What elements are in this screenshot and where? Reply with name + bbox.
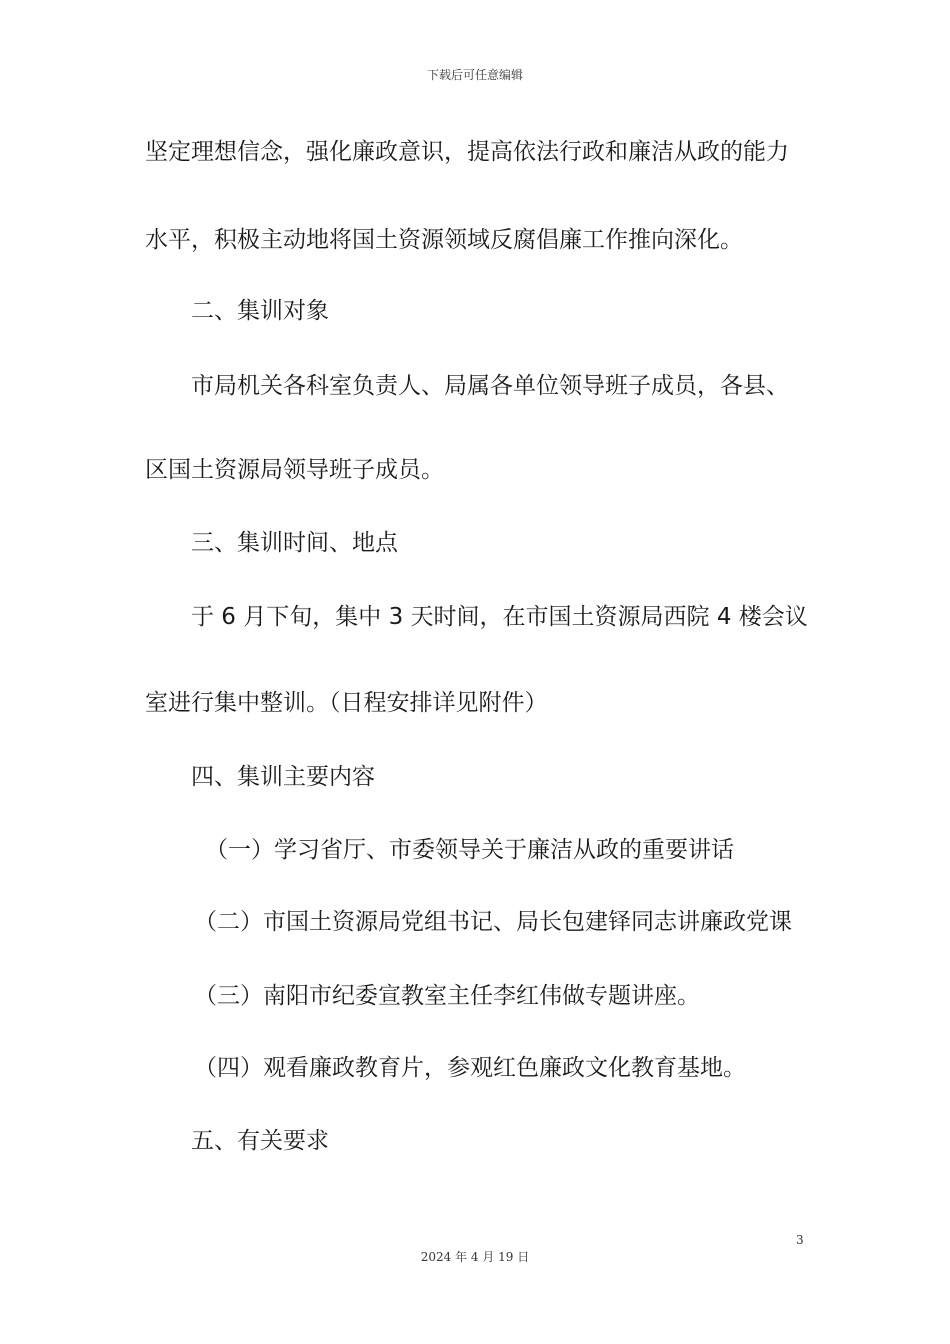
body-line: 水平，积极主动地将国土资源领域反腐倡廉工作推向深化。: [145, 227, 743, 253]
body-line: 区国土资源局领导班子成员。: [145, 457, 444, 483]
list-item: （一）学习省厅、市委领导关于廉洁从政的重要讲话: [205, 837, 734, 863]
body-line: 市局机关各科室负责人、局属各单位领导班子成员，各县、: [191, 373, 789, 399]
body-line: 于 6 月下旬，集中 3 天时间，在市国土资源局西院 4 楼会议: [191, 604, 808, 630]
header-note: 下载后可任意编辑: [426, 68, 523, 82]
section-heading: 五、有关要求: [191, 1128, 329, 1154]
list-item: （四）观看廉政教育片，参观红色廉政文化教育基地。: [194, 1055, 746, 1081]
list-item: （三）南阳市纪委宣教室主任李红伟做专题讲座。: [194, 983, 700, 1009]
section-heading: 四、集训主要内容: [191, 764, 375, 790]
section-heading: 二、集训对象: [191, 298, 329, 324]
section-heading: 三、集训时间、地点: [191, 530, 398, 556]
footer-date: 2024 年 4 月 19 日: [420, 1250, 530, 1264]
list-item: （二）市国土资源局党组书记、局长包建铎同志讲廉政党课: [194, 909, 792, 935]
body-line: 坚定理想信念，强化廉政意识，提高依法行政和廉洁从政的能力: [145, 139, 789, 165]
body-line: 室进行集中整训。（日程安排详见附件）: [145, 690, 548, 716]
page-number: 3: [796, 1233, 804, 1247]
